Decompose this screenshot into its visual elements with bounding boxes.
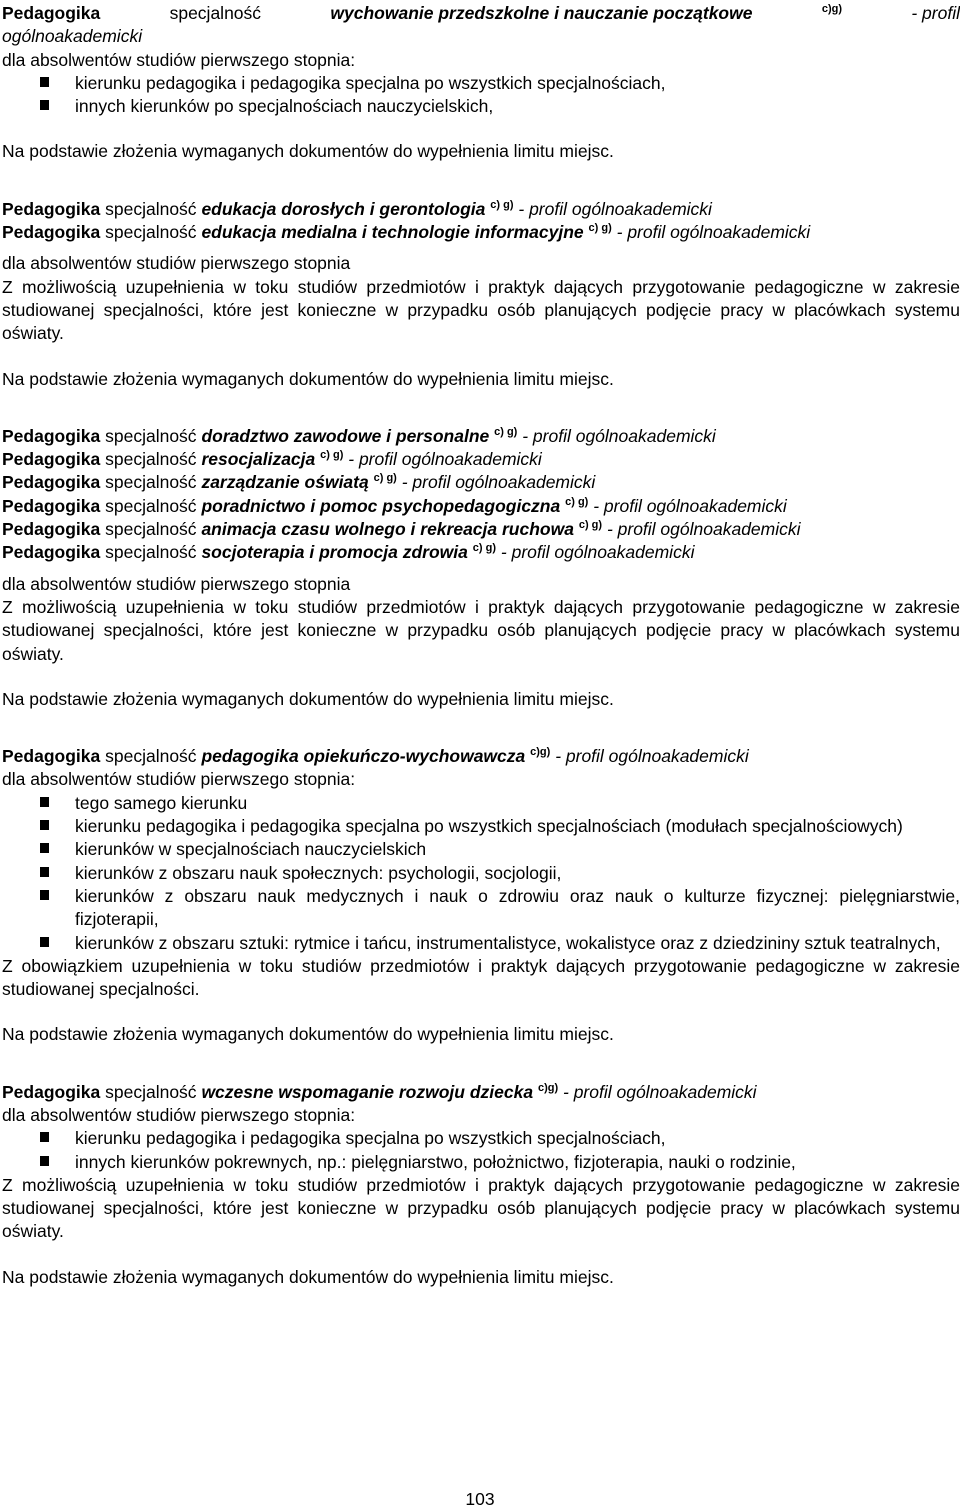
- footnote-marker: c) g): [320, 449, 344, 462]
- section-doradztwo: [2, 425, 960, 711]
- program-name: Pedagogika: [2, 425, 101, 446]
- section-heading: [2, 425, 960, 448]
- section-edukacja: [2, 198, 960, 391]
- admission-basis: Na podstawie złożenia wymaganych dokumentów do wypełnienia limitu miejsc.: [2, 688, 614, 709]
- requirements-paragraph: Z możliwością uzupełnienia w toku studiów przedmiotów i praktyk dających przygotowanie pedagogiczne w zakresie studiowanej specjalności, które jest konieczne w przypadku osób planujących podjęcie pracy w placówkach systemu oświaty.: [2, 276, 960, 344]
- specialty-word: specjalność: [105, 1081, 197, 1102]
- section-wychowanie-przedszkolne: [2, 2, 960, 164]
- section-heading: [2, 745, 960, 768]
- program-name: Pedagogika: [2, 222, 101, 243]
- section-wczesne-wspomaganie: [2, 1081, 960, 1289]
- admission-basis: Na podstawie złożenia wymaganych dokumentów do wypełnienia limitu miejsc.: [2, 1266, 614, 1287]
- specialty-name: doradztwo zawodowe i personalne: [201, 425, 490, 446]
- admission-basis: Na podstawie złożenia wymaganych dokumentów do wypełnienia limitu miejsc.: [2, 1024, 614, 1045]
- eligibility-list: [2, 792, 960, 955]
- profile-label: - profil ogólnoakademicki: [500, 542, 695, 563]
- footnote-marker: c) g): [565, 495, 589, 508]
- specialty-name: poradnictwo i pomoc psychopedagogiczna: [201, 495, 561, 516]
- list-item: kierunków z obszaru sztuki: rytmice i tańcu, instrumentalistyce, wokalistyce oraz z dziedzininy sztuk teatralnych,: [2, 932, 960, 955]
- specialty-name: wczesne wspomaganie rozwoju dziecka: [201, 1081, 534, 1102]
- eligibility-intro: dla absolwentów studiów pierwszego stopnia: [2, 573, 351, 594]
- list-item: innych kierunków pokrewnych, np.: pielęgniarstwo, położnictwo, fizjoterapia, nauki o rodzinie,: [2, 1151, 960, 1174]
- section-heading: [2, 518, 960, 541]
- specialty-name: animacja czasu wolnego i rekreacja ruchowa: [201, 519, 574, 540]
- footnote-marker: c)g): [821, 3, 842, 15]
- eligibility-intro: dla absolwentów studiów pierwszego stopnia: [2, 253, 351, 274]
- section-heading: [2, 1081, 960, 1104]
- admission-basis: Na podstawie złożenia wymaganych dokumentów do wypełnienia limitu miejsc.: [2, 368, 614, 389]
- program-name: Pedagogika: [2, 449, 101, 470]
- list-item: kierunków z obszaru nauk medycznych i nauk o zdrowiu oraz nauk o kulturze fizycznej: pielęgniarstwie, fizjoterapii,: [2, 885, 960, 932]
- profile-label: - profil: [911, 3, 960, 23]
- profile-label: - profil ogólnoakademicki: [401, 472, 596, 493]
- list-item: tego samego kierunku: [2, 792, 960, 815]
- specialty-word: specjalność: [105, 746, 197, 767]
- specialty-name: resocjalizacja: [201, 449, 316, 470]
- requirements-paragraph: Z możliwością uzupełnienia w toku studiów przedmiotów i praktyk dających przygotowanie pedagogiczne w zakresie studiowanej specjalności, które jest konieczne w przypadku osób planujących podjęcie pracy w placówkach systemu oświaty.: [2, 1174, 960, 1242]
- program-name: Pedagogika: [2, 1081, 101, 1102]
- program-name: Pedagogika: [2, 495, 101, 516]
- eligibility-intro: dla absolwentów studiów pierwszego stopnia:: [2, 49, 356, 70]
- specialty-word: specjalność: [169, 3, 262, 23]
- eligibility-intro: dla absolwentów studiów pierwszego stopnia:: [2, 769, 356, 790]
- profile-label: - profil ogólnoakademicki: [563, 1081, 757, 1102]
- specialty-word: specjalność: [105, 198, 197, 219]
- profile-label: - profil ogólnoakademicki: [518, 198, 712, 219]
- section-heading: [2, 221, 960, 244]
- footnote-marker: c) g): [373, 472, 397, 485]
- footnote-marker: c) g): [490, 198, 514, 211]
- profile-label: - profil ogólnoakademicki: [593, 495, 787, 516]
- section-heading: [2, 471, 960, 494]
- requirements-paragraph: Z obowiązkiem uzupełnienia w toku studiów przedmiotów i praktyk dających przygotowanie pedagogiczne w zakresie studiowanej specjalności.: [2, 955, 960, 1000]
- profile-label: - profil ogólnoakademicki: [606, 519, 801, 540]
- program-name: Pedagogika: [2, 542, 101, 563]
- admission-basis: Na podstawie złożenia wymaganych dokumentów do wypełnienia limitu miejsc.: [2, 141, 614, 162]
- program-name: Pedagogika: [2, 519, 101, 540]
- specialty-name: pedagogika opiekuńczo-wychowawcza: [201, 746, 526, 767]
- section-heading: [2, 198, 960, 221]
- list-item: innych kierunków po specjalnościach nauczycielskich,: [2, 95, 960, 118]
- specialty-name: wychowanie przedszkolne i nauczanie początkowe: [330, 3, 753, 23]
- section-heading: [2, 495, 960, 518]
- specialty-name: edukacja medialna i technologie informacyjne: [201, 222, 584, 243]
- eligibility-intro: dla absolwentów studiów pierwszego stopnia:: [2, 1104, 356, 1125]
- program-name: Pedagogika: [2, 472, 101, 493]
- program-name: Pedagogika: [2, 198, 101, 219]
- specialty-word: specjalność: [105, 472, 197, 493]
- specialty-word: specjalność: [105, 495, 197, 516]
- specialty-word: specjalność: [105, 542, 197, 563]
- page-number: 103: [465, 1489, 495, 1509]
- specialty-word: specjalność: [105, 425, 197, 446]
- eligibility-list: [2, 1127, 960, 1174]
- profile-label: - profil ogólnoakademicki: [522, 425, 716, 446]
- section-heading: [2, 2, 960, 25]
- specialty-name: zarządzanie oświatą: [201, 472, 369, 493]
- profile-label-cont: ogólnoakademicki: [2, 26, 143, 47]
- footnote-marker: c)g): [530, 746, 551, 759]
- requirements-paragraph: Z możliwością uzupełnienia w toku studiów przedmiotów i praktyk dających przygotowanie pedagogiczne w zakresie studiowanej specjalności, które jest konieczne w przypadku osób planujących podjęcie pracy w placówkach systemu oświaty.: [2, 596, 960, 664]
- list-item: kierunku pedagogika i pedagogika specjalna po wszystkich specjalnościach,: [2, 72, 960, 95]
- specialty-name: socjoterapia i promocja zdrowia: [201, 542, 468, 563]
- profile-label: - profil ogólnoakademicki: [555, 746, 749, 767]
- footnote-marker: c) g): [588, 222, 612, 235]
- footnote-marker: c) g): [494, 425, 518, 438]
- program-name: Pedagogika: [2, 746, 101, 767]
- section-opiekunczo-wychowawcza: [2, 745, 960, 1047]
- eligibility-list: [2, 72, 960, 119]
- specialty-word: specjalność: [105, 519, 197, 540]
- specialty-word: specjalność: [105, 222, 197, 243]
- specialty-word: specjalność: [105, 449, 197, 470]
- profile-label: - profil ogólnoakademicki: [348, 449, 542, 470]
- section-heading: [2, 448, 960, 471]
- list-item: kierunków w specjalnościach nauczycielskich: [2, 838, 960, 861]
- list-item: kierunku pedagogika i pedagogika specjalna po wszystkich specjalnościach,: [2, 1127, 960, 1150]
- specialty-name: edukacja dorosłych i gerontologia: [201, 198, 486, 219]
- section-heading: [2, 541, 960, 564]
- list-item: kierunku pedagogika i pedagogika specjalna po wszystkich specjalnościach (modułach specjalnościowych): [2, 815, 960, 838]
- footnote-marker: c)g): [537, 1081, 559, 1094]
- footnote-marker: c) g): [472, 542, 497, 555]
- list-item: kierunków z obszaru nauk społecznych: psychologii, socjologii,: [2, 862, 960, 885]
- program-name: Pedagogika: [2, 3, 101, 23]
- profile-label: - profil ogólnoakademicki: [616, 222, 811, 243]
- footnote-marker: c) g): [578, 519, 603, 532]
